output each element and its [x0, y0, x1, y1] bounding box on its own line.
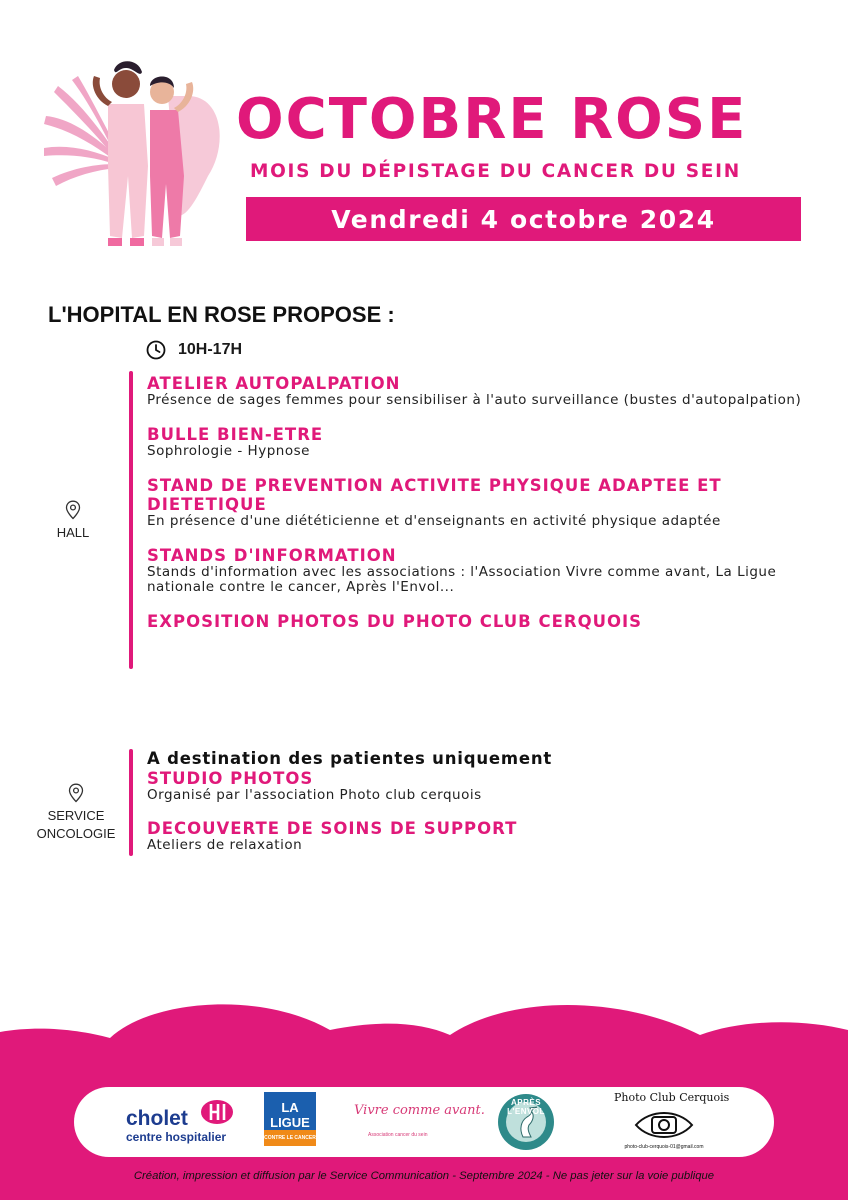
date-banner	[246, 197, 801, 241]
oncology-activities-list	[147, 749, 807, 869]
cholet-logo-subtitle: centre hospitalier	[126, 1130, 227, 1144]
list-item	[147, 425, 807, 459]
oncology-location-line1: SERVICE	[47, 808, 105, 823]
cholet-hospital-logo	[126, 1099, 244, 1143]
photo-club-cerquois-logo	[614, 1091, 730, 1153]
oncology-divider-bar	[129, 749, 133, 856]
apres-l-envol-logo	[497, 1093, 555, 1151]
hall-divider-bar	[129, 371, 133, 669]
activity-description: Sophrologie - Hypnose	[147, 443, 310, 459]
apres-logo-name: APRÈS L'ENVOL	[507, 1098, 545, 1116]
activity-title: STUDIO PHOTOS	[147, 769, 314, 788]
page-title: OCTOBRE ROSE	[236, 87, 748, 152]
oncology-intro: A destination des patientes uniquement	[147, 749, 553, 768]
list-item	[147, 546, 807, 595]
event-date: Vendredi 4 octobre 2024	[331, 204, 716, 234]
activity-title: BULLE BIEN-ETRE	[147, 425, 324, 444]
location-pin-icon	[68, 783, 84, 803]
photoclub-logo-email: photo-club-cerquois-01@gmail.com	[624, 1144, 704, 1150]
activity-description: En présence d'une diététicienne et d'enseignants en activité physique adaptée	[147, 513, 721, 529]
ligue-logo-subtitle: CONTRE LE CANCER	[264, 1130, 316, 1146]
footer-credits: Création, impression et diffusion par le Service Communication - Septembre 2024 - Ne pas jeter sur la voie publique	[133, 1170, 715, 1182]
cholet-logo-name: cholet	[126, 1107, 188, 1130]
activity-title: ATELIER AUTOPALPATION	[147, 374, 401, 393]
hall-activities-list	[147, 374, 807, 648]
activity-title: STANDS D'INFORMATION	[147, 546, 397, 565]
hall-location	[44, 500, 102, 542]
woman-left	[93, 61, 148, 246]
clock-icon	[146, 340, 166, 360]
ligue-contre-cancer-logo	[264, 1092, 316, 1146]
activity-title: EXPOSITION PHOTOS DU PHOTO CLUB CERQUOIS	[147, 612, 643, 631]
activity-title: STAND DE PREVENTION ACTIVITE PHYSIQUE ADAPTEE ET DIETETIQUE	[147, 476, 722, 514]
activity-description: Ateliers de relaxation	[147, 837, 303, 853]
oncology-location	[30, 783, 122, 843]
list-item	[147, 476, 807, 529]
vivre-logo-name: Vivre comme avant.	[354, 1103, 485, 1118]
activity-title: DECOUVERTE DE SOINS DE SUPPORT	[147, 819, 518, 838]
partner-logos-strip	[74, 1087, 774, 1157]
ligue-logo-name: LA LIGUE	[270, 1100, 310, 1130]
list-item	[147, 374, 807, 408]
oncology-location-line2: ONCOLOGIE	[36, 826, 116, 841]
page-subtitle: MOIS DU DÉPISTAGE DU CANCER DU SEIN	[250, 161, 741, 182]
program-heading: L'HOPITAL EN ROSE PROPOSE :	[48, 302, 395, 327]
vivre-comme-avant-logo	[354, 1103, 485, 1142]
activity-description: Stands d'information avec les associations : l'Association Vivre comme avant, La Ligue nationale contre le cancer, Après l'Envol...	[147, 564, 777, 595]
time-row	[146, 340, 242, 360]
activity-description: Présence de sages femmes pour sensibiliser à l'auto surveillance (bustes d'autopalpation)	[147, 392, 802, 408]
list-item	[147, 612, 807, 631]
hall-location-label: HALL	[56, 525, 90, 540]
opening-hours: 10H-17H	[178, 341, 243, 358]
list-item	[147, 819, 807, 853]
vivre-logo-subtitle: Association cancer du sein	[368, 1132, 428, 1138]
activity-description: Organisé par l'association Photo club cerquois	[147, 787, 482, 803]
location-pin-icon	[65, 500, 81, 520]
photoclub-logo-name: Photo Club Cerquois	[614, 1091, 730, 1104]
two-women-illustration	[38, 56, 238, 266]
list-item	[147, 769, 807, 803]
cholet-mark-icon	[200, 1099, 234, 1125]
